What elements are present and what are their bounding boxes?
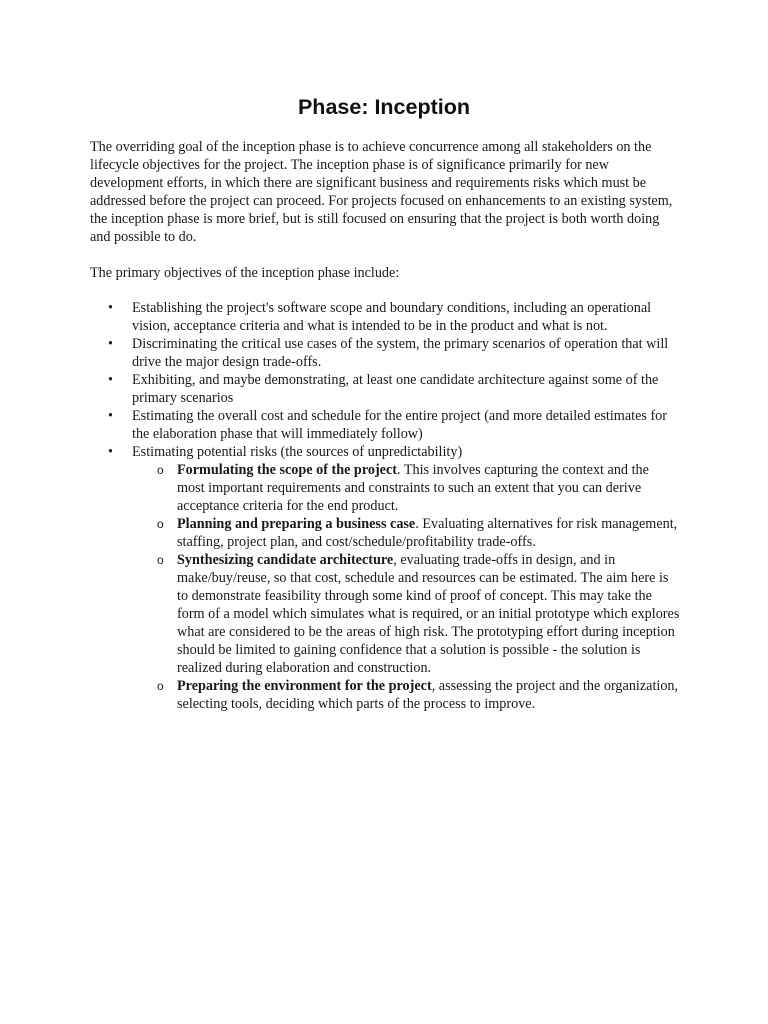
sub-objective-heading: Synthesizing candidate architecture xyxy=(177,552,394,568)
sub-objective-item xyxy=(135,677,680,713)
bullet-icon: • xyxy=(108,408,113,424)
intro-paragraph: The overriding goal of the inception phase is to achieve concurrence among all stakeholders on the lifecycle objectives for the project. The inception phase is of significance primarily for new development efforts, in which there are significant business and requirements risks which must be addressed before the project can proceed. For projects focused on enhancements to an existing system, the inception phase is more brief, but is still focused on ensuring that the project is both worth doing and possible to do. xyxy=(90,139,673,245)
objectives-intro: The primary objectives of the inception phase include: xyxy=(90,265,400,281)
objective-text: Establishing the project's software scope and boundary conditions, including an operational vision, acceptance criteria and what is intended to be in the product and what is not. xyxy=(132,300,652,334)
sub-objective-text: . This involves capturing the context and the most important requirements and constraints to such an extent that you can derive acceptance criteria for the end product. xyxy=(177,462,649,514)
sub-objective-text: , assessing the project and the organization, selecting tools, deciding which parts of the process to improve. xyxy=(177,678,679,712)
bullet-icon: • xyxy=(108,300,113,316)
sub-objective-text: . Evaluating alternatives for risk management, staffing, project plan, and cost/schedule/profitability trade-offs. xyxy=(177,516,678,550)
objective-text: Exhibiting, and maybe demonstrating, at least one candidate architecture against some of the primary scenarios xyxy=(132,372,659,406)
objective-item xyxy=(90,299,680,335)
objective-text: Estimating potential risks (the sources of unpredictability) xyxy=(132,444,463,460)
sub-objective-item xyxy=(135,461,680,515)
hollow-bullet-icon: o xyxy=(157,463,164,477)
sub-objective-heading: Preparing the environment for the project xyxy=(177,678,432,694)
bullet-icon: • xyxy=(108,336,113,352)
sub-objective-heading: Planning and preparing a business case xyxy=(177,516,416,532)
hollow-bullet-icon: o xyxy=(157,679,164,693)
bullet-icon: • xyxy=(108,444,113,460)
hollow-bullet-icon: o xyxy=(157,517,164,531)
objective-item xyxy=(90,371,680,407)
risk-sub-list xyxy=(135,461,680,713)
objectives-list xyxy=(90,299,680,713)
bullet-icon: • xyxy=(108,372,113,388)
sub-objective-heading: Formulating the scope of the project xyxy=(177,462,397,478)
sub-objective-item xyxy=(135,551,680,677)
objective-text: Discriminating the critical use cases of the system, the primary scenarios of operation that will drive the major design trade-offs. xyxy=(132,336,669,370)
hollow-bullet-icon: o xyxy=(157,553,164,567)
objective-item xyxy=(90,335,680,371)
page-title: Phase: Inception xyxy=(297,95,471,119)
sub-objective-text: , evaluating trade-offs in design, and in make/buy/reuse, so that cost, schedule and resources can be estimated. The aim here is to demonstrate feasibility through some kind of proof of concept. This may take the form of a model which simulates what is required, or an initial prototype which explores what are considered to be the areas of high risk. The prototyping effort during inception should be limited to gaining confidence that a solution is possible - the solution is realized during elaboration and construction. xyxy=(177,552,680,676)
sub-objective-item xyxy=(135,515,680,551)
objective-item xyxy=(90,443,680,713)
objective-text: Estimating the overall cost and schedule for the entire project (and more detailed estimates for the elaboration phase that will immediately follow) xyxy=(132,408,667,442)
objective-item xyxy=(90,407,680,443)
